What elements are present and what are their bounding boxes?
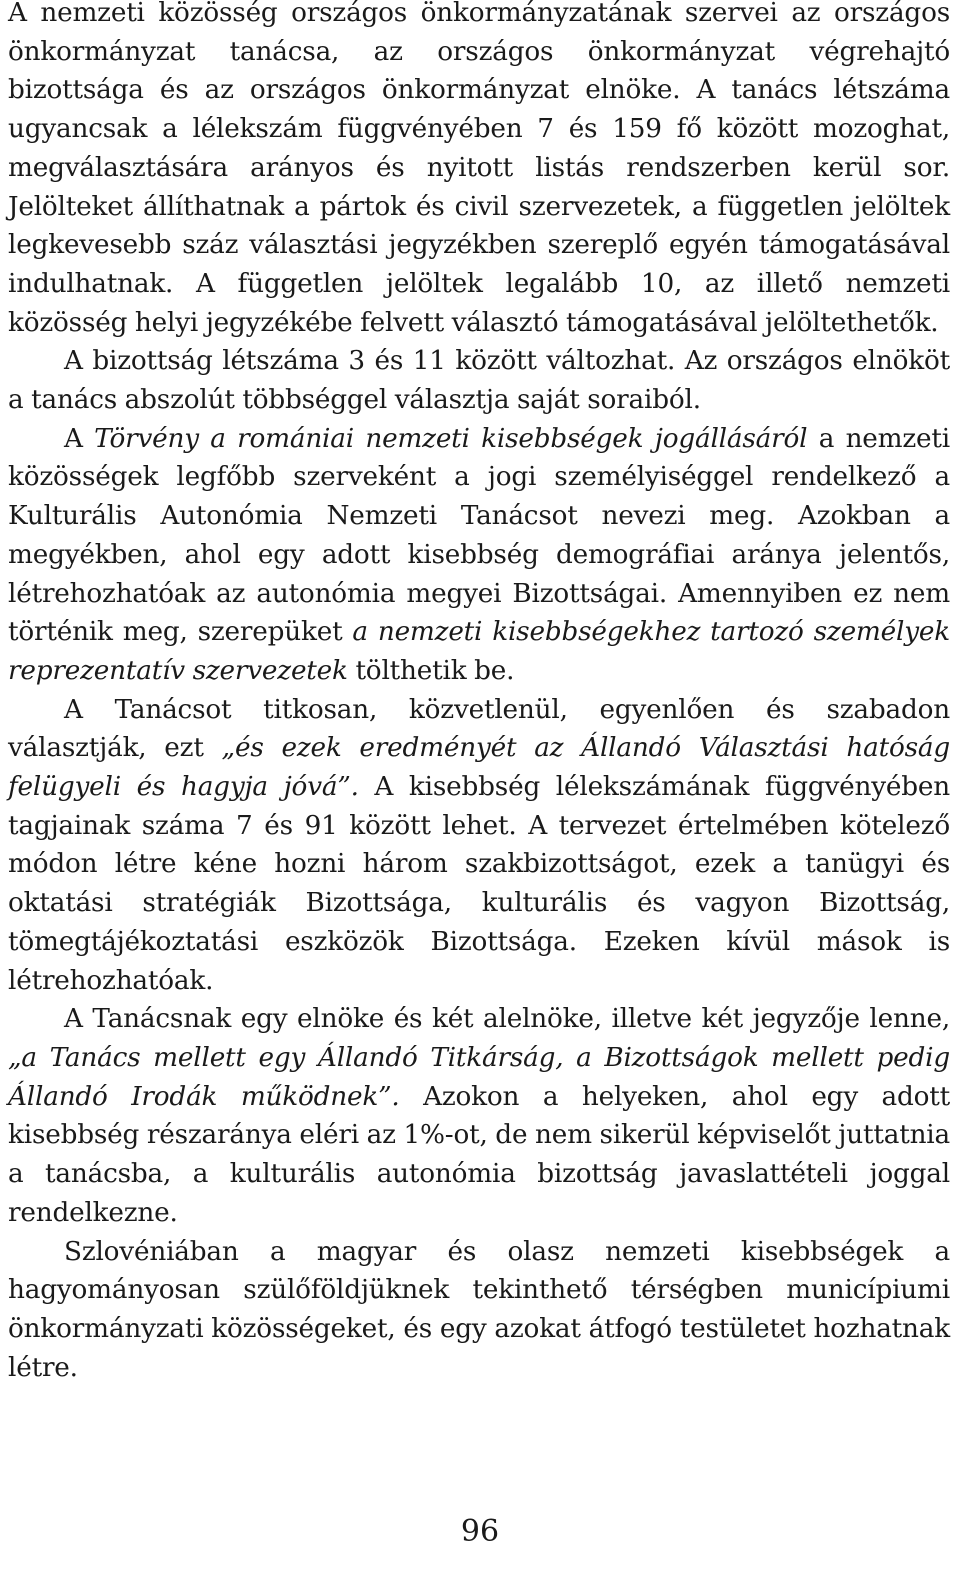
text-segment: A bizottság létszáma 3 és 11 között változhat. Az országos elnököt a tanács abszolút többséggel választja saját soraiból. [8, 346, 950, 416]
text-segment: A [64, 423, 95, 454]
text-segment: A Tanácsnak egy elnöke és két alelnöke, illetve két jegyzője lenne, [64, 1004, 950, 1035]
body-text [8, 0, 950, 1387]
text-segment: a nemzeti közösségek legfőbb szerveként a jogi személyiséggel rendelkező a Kulturális Autonómia Nemzeti Tanácsot nevezi meg. Azokban a megyékben, ahol egy adott kisebbség demográfiai aránya jelentős, létrehozhatóak az autonómia megyei Bizottságai. Amennyiben ez nem történik meg, szerepüket [8, 423, 950, 648]
italic-text: Törvény a romániai nemzeti kisebbségek jogállásáról [94, 423, 808, 454]
text-segment: A nemzeti közösség országos önkormányzatának szervei az országos önkormányzat tanácsa, az országos önkormányzat végrehajtó bizottsága és az országos önkormányzat elnöke. A tanács létszáma ugyancsak a lélekszám függvényében 7 és 159 fő között mozoghat, megválasztására arányos és nyitott listás rendszerben kerül sor. Jelölteket állíthatnak a pártok és civil szervezetek, a független jelöltek legkevesebb száz választási jegyzékben szereplő egyén támogatásával indulhatnak. A független jelöltek legalább 10, az illető nemzeti közösség helyi jegyzékébe felvett választó támogatásával jelöltethetők. [8, 0, 950, 338]
paragraph [8, 1233, 950, 1388]
italic-text: „a Tanács mellett egy Állandó Titkárság, a Bizottságok mellett pedig Állandó Irodák működnek”. [8, 1042, 950, 1112]
paragraph [8, 342, 950, 419]
italic-text: a nemzeti kisebbségekhez tartozó személyek reprezentatív szervezetek [8, 617, 950, 686]
text-segment: Szlovéniában a magyar és olasz nemzeti kisebbségek a hagyományosan szülőföldjüknek tekinthető térségben municípiumi önkormányzati közösségeket, és egy azokat átfogó testületet hozhatnak létre. [8, 1236, 950, 1383]
paragraph [8, 1000, 950, 1232]
page-number: 96 [460, 1514, 500, 1549]
paragraph [8, 420, 950, 691]
text-segment: A Tanácsot titkosan, közvetlenül, egyenlően és szabadon választják, ezt [8, 694, 950, 764]
text-segment: tölthetik be. [347, 655, 515, 686]
paragraph [8, 691, 950, 1001]
italic-text: „és ezek eredményét az Állandó Választási hatóság felügyeli és hagyja jóvá”. [8, 733, 950, 803]
paragraph [8, 0, 950, 342]
text-segment: A kisebbség lélekszámának függvényében tagjainak száma 7 és 91 között lehet. A tervezet értelmében kötelező módon létre kéne hozni három szakbizottságot, ezek a tanügyi és oktatási stratégiák Bizottsága, kulturális és vagyon Bizottság, tömegtájékoztatási eszközök Bizottsága. Ezeken kívül mások is létrehozhatóak. [8, 772, 950, 996]
text-segment: Azokon a helyeken, ahol egy adott kisebbség részaránya eléri az 1%-ot, de nem sikerül képviselőt juttatnia a tanácsba, a kulturális autonómia bizottság javaslattételi joggal rendelkezne. [8, 1081, 950, 1228]
